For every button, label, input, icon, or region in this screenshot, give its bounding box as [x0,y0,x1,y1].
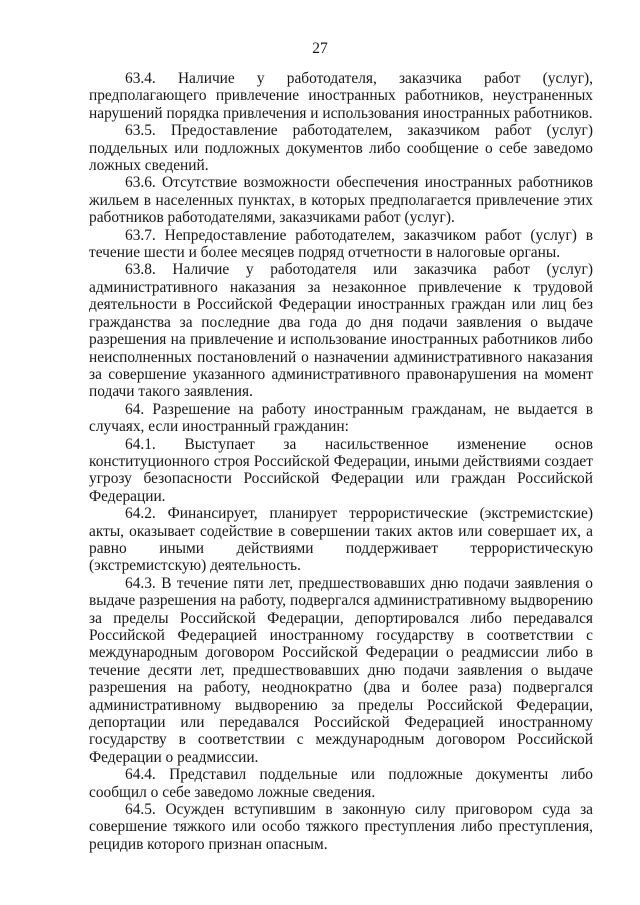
paragraph-64-2: 64.2. Финансирует, планирует террористические (экстремистские) акты, оказывает содействие в совершении таких актов или совершает их, а равно иными действиями поддерживает террористическую (экстремистскую) деятельность. [89,505,593,575]
document-body [89,70,593,853]
page-number: 27 [312,40,328,57]
paragraph-63-7: 63.7. Непредоставление работодателем, заказчиком работ (услуг) в течение шести и более месяцев подряд отчетности в налоговые органы. [89,226,593,262]
paragraph-63-6: 63.6. Отсутствие возможности обеспечения иностранных работников жильем в населенных пунктах, в которых предполагается привлечение этих работников работодателями, заказчиками работ (услуг). [89,174,593,227]
paragraph-63-4: 63.4. Наличие у работодателя, заказчика работ (услуг), предполагающего привлечение иностранных работников, неустраненных нарушений порядка привлечения и использования иностранных работников. [89,70,593,122]
paragraph-64-5: 64.5. Осужден вступившим в законную силу приговором суда за совершение тяжкого или особо тяжкого преступления либо преступления, рецидив которого признан опасным. [89,801,593,853]
paragraph-64-3: 64.3. В течение пяти лет, предшествовавших дню подачи заявления о выдаче разрешения на работу, подвергался административному выдворению за пределы Российской Федерации, депортировался либо передавался Российской Федерацией иностранному государству в соответствии с международным договором Российской Федерации о реадмиссии либо в течение десяти лет, предшествовавших дню подачи заявления о выдаче разрешения на работу, неоднократно (два и более раза) подвергался административному выдворению за пределы Российской Федерации, депортации или передавался Российской Федерацией иностранному государству в соответствии с международным договором Российской Федерации о реадмиссии. [89,574,593,766]
paragraph-63-8: 63.8. Наличие у работодателя или заказчика работ (услуг) административного наказания за незаконное привлечение к трудовой деятельности в Российской Федерации иностранных граждан или лиц без гражданства за последние два года до дня подачи заявления о выдаче разрешения на привлечение и использование иностранных работников либо неисполненных постановлений о назначении административного наказания за совершение указанного административного правонарушения на момент подачи такого заявления. [89,261,593,401]
paragraph-63-5: 63.5. Предоставление работодателем, заказчиком работ (услуг) поддельных или подложных документов либо сообщение о себе заведомо ложных сведений. [89,122,593,175]
paragraph-64-1: 64.1. Выступает за насильственное изменение основ конституционного строя Российской Федерации, иными действиями создает угрозу безопасности Российской Федерации или граждан Российской Федерации. [89,435,593,505]
paragraph-64: 64. Разрешение на работу иностранным гражданам, не выдается в случаях, если иностранный гражданин: [89,400,593,436]
paragraph-64-4: 64.4. Представил поддельные или подложные документы либо сообщил о себе заведомо ложные сведения. [89,766,593,801]
